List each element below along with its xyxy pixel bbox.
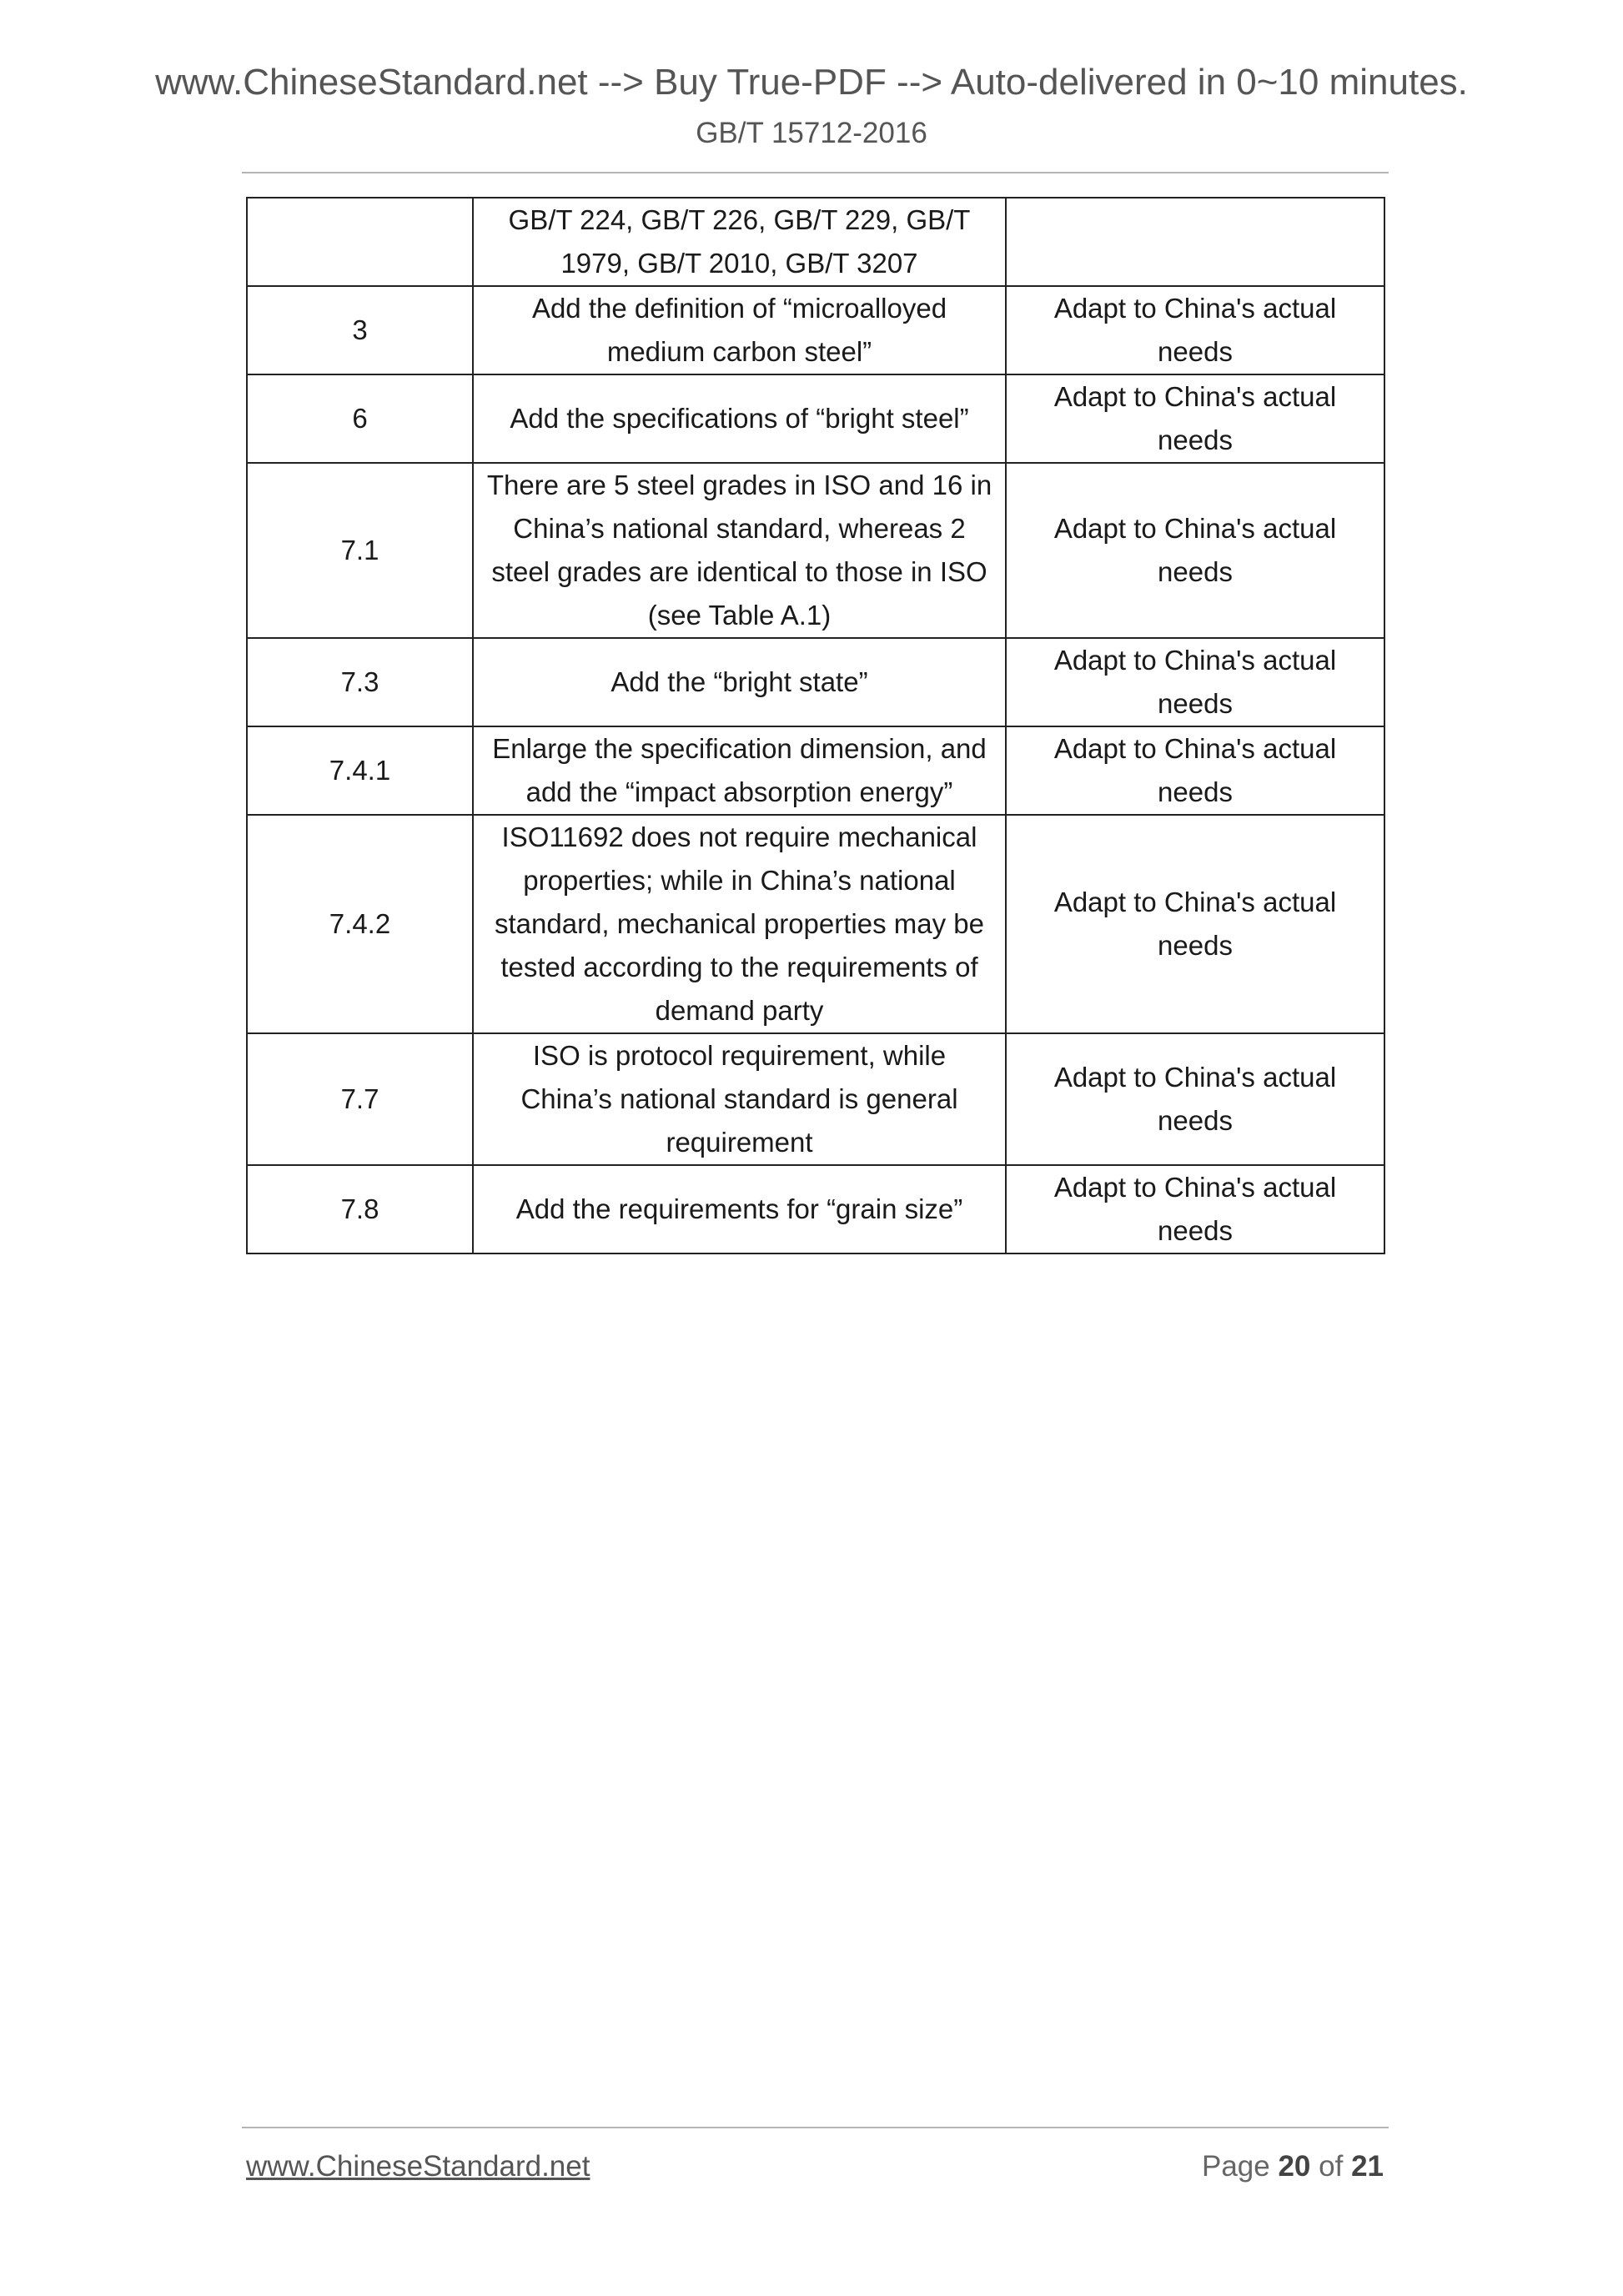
clause-cell: 7.3: [247, 638, 473, 726]
reason-cell: Adapt to China's actual needs: [1006, 1033, 1384, 1165]
footer-website-link[interactable]: www.ChineseStandard.net: [246, 2150, 590, 2183]
reason-cell: [1006, 198, 1384, 286]
table-row: [247, 374, 1384, 463]
change-cell: GB/T 224, GB/T 226, GB/T 229, GB/T 1979, GB/T 2010, GB/T 3207: [473, 198, 1006, 286]
page-number: [1202, 2150, 1384, 2183]
footer-divider: [242, 2127, 1389, 2128]
reason-cell: Adapt to China's actual needs: [1006, 726, 1384, 815]
table-row: [247, 1033, 1384, 1165]
header-banner: www.ChineseStandard.net --> Buy True-PDF --> Auto-delivered in 0~10 minutes.: [155, 62, 1468, 103]
clause-cell: 7.4.2: [247, 815, 473, 1033]
table-row: [247, 726, 1384, 815]
page-prefix: Page: [1201, 2150, 1270, 2183]
technical-differences-table: [246, 197, 1385, 1254]
table-row: [247, 815, 1384, 1033]
total-pages: 21: [1351, 2150, 1384, 2183]
header-divider: [242, 172, 1389, 173]
clause-cell: 7.7: [247, 1033, 473, 1165]
reason-cell: Adapt to China's actual needs: [1006, 374, 1384, 463]
change-cell: Add the specifications of “bright steel”: [473, 374, 1006, 463]
reason-cell: Adapt to China's actual needs: [1006, 286, 1384, 374]
document-id: GB/T 15712-2016: [696, 117, 927, 149]
change-cell: There are 5 steel grades in ISO and 16 in China’s national standard, whereas 2 steel grades are identical to those in ISO (see Table A.1): [473, 463, 1006, 638]
table-row: [247, 286, 1384, 374]
reason-cell: Adapt to China's actual needs: [1006, 1165, 1384, 1254]
table-row: [247, 463, 1384, 638]
page-of: of: [1319, 2150, 1344, 2183]
table-row: [247, 638, 1384, 726]
change-cell: Add the definition of “microalloyed medium carbon steel”: [473, 286, 1006, 374]
clause-cell: [247, 198, 473, 286]
current-page: 20: [1278, 2150, 1311, 2183]
change-cell: ISO is protocol requirement, while China’s national standard is general requirement: [473, 1033, 1006, 1165]
change-cell: Add the “bright state”: [473, 638, 1006, 726]
reason-cell: Adapt to China's actual needs: [1006, 638, 1384, 726]
table-row: [247, 198, 1384, 286]
change-cell: Add the requirements for “grain size”: [473, 1165, 1006, 1254]
table-row: [247, 1165, 1384, 1254]
clause-cell: 3: [247, 286, 473, 374]
reason-cell: Adapt to China's actual needs: [1006, 815, 1384, 1033]
clause-cell: 7.1: [247, 463, 473, 638]
clause-cell: 7.4.1: [247, 726, 473, 815]
clause-cell: 7.8: [247, 1165, 473, 1254]
change-cell: Enlarge the specification dimension, and add the “impact absorption energy”: [473, 726, 1006, 815]
clause-cell: 6: [247, 374, 473, 463]
reason-cell: Adapt to China's actual needs: [1006, 463, 1384, 638]
change-cell: ISO11692 does not require mechanical properties; while in China’s national standard, mechanical properties may be tested according to the requirements of demand party: [473, 815, 1006, 1033]
